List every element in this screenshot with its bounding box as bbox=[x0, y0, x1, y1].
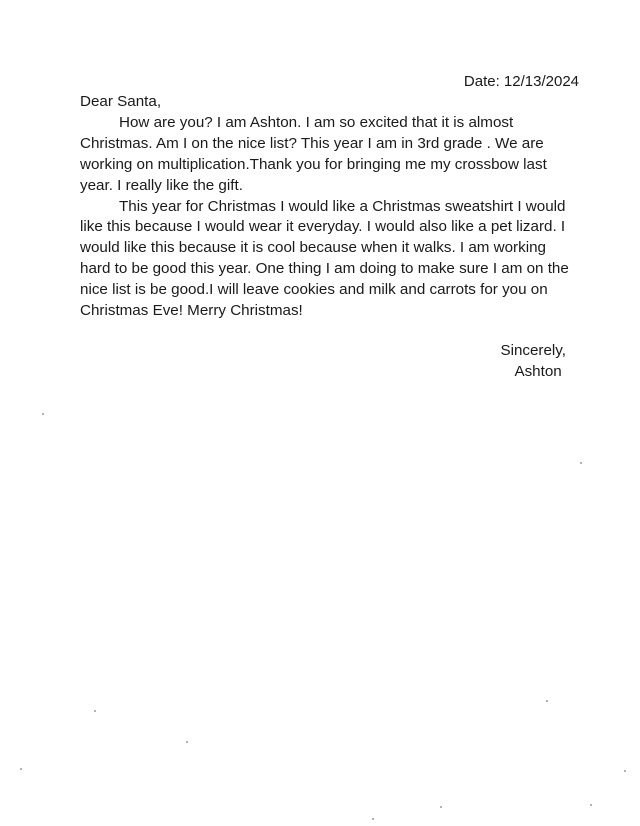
scan-speck bbox=[94, 710, 96, 712]
letter-closing bbox=[500, 341, 566, 383]
scan-speck bbox=[372, 818, 374, 820]
scan-speck bbox=[440, 806, 442, 808]
scan-speck bbox=[20, 768, 22, 770]
paragraph-2: This year for Christmas I would like a Christmas sweatshirt I would like this because I would wear it everyday. I would also like a pet lizard. I would like this because it is cool because when it walks. I am working hard to be good this year. One thing I am doing to make sure I am on the nice list is be good.I will leave cookies and milk and carrots for you on Christmas Eve! Merry Christmas! bbox=[80, 197, 569, 320]
letter-body bbox=[80, 92, 570, 322]
signature-name: Ashton bbox=[514, 362, 562, 380]
scan-speck bbox=[580, 462, 582, 464]
scan-speck bbox=[590, 804, 592, 806]
paragraph-1: How are you? I am Ashton. I am so excited that it is almost Christmas. Am I on the nice list? This year I am in 3rd grade . We are working on multiplication.Thank you for bringing me my crossbow last year. I really like the gift. bbox=[80, 113, 547, 194]
scan-speck bbox=[186, 741, 188, 743]
salutation: Dear Santa, bbox=[80, 93, 162, 110]
scan-speck bbox=[624, 770, 626, 772]
scan-speck bbox=[42, 413, 44, 415]
scan-speck bbox=[546, 700, 548, 702]
letter-date: Date: 12/13/2024 bbox=[463, 73, 579, 90]
closing-phrase: Sincerely, bbox=[500, 342, 566, 359]
